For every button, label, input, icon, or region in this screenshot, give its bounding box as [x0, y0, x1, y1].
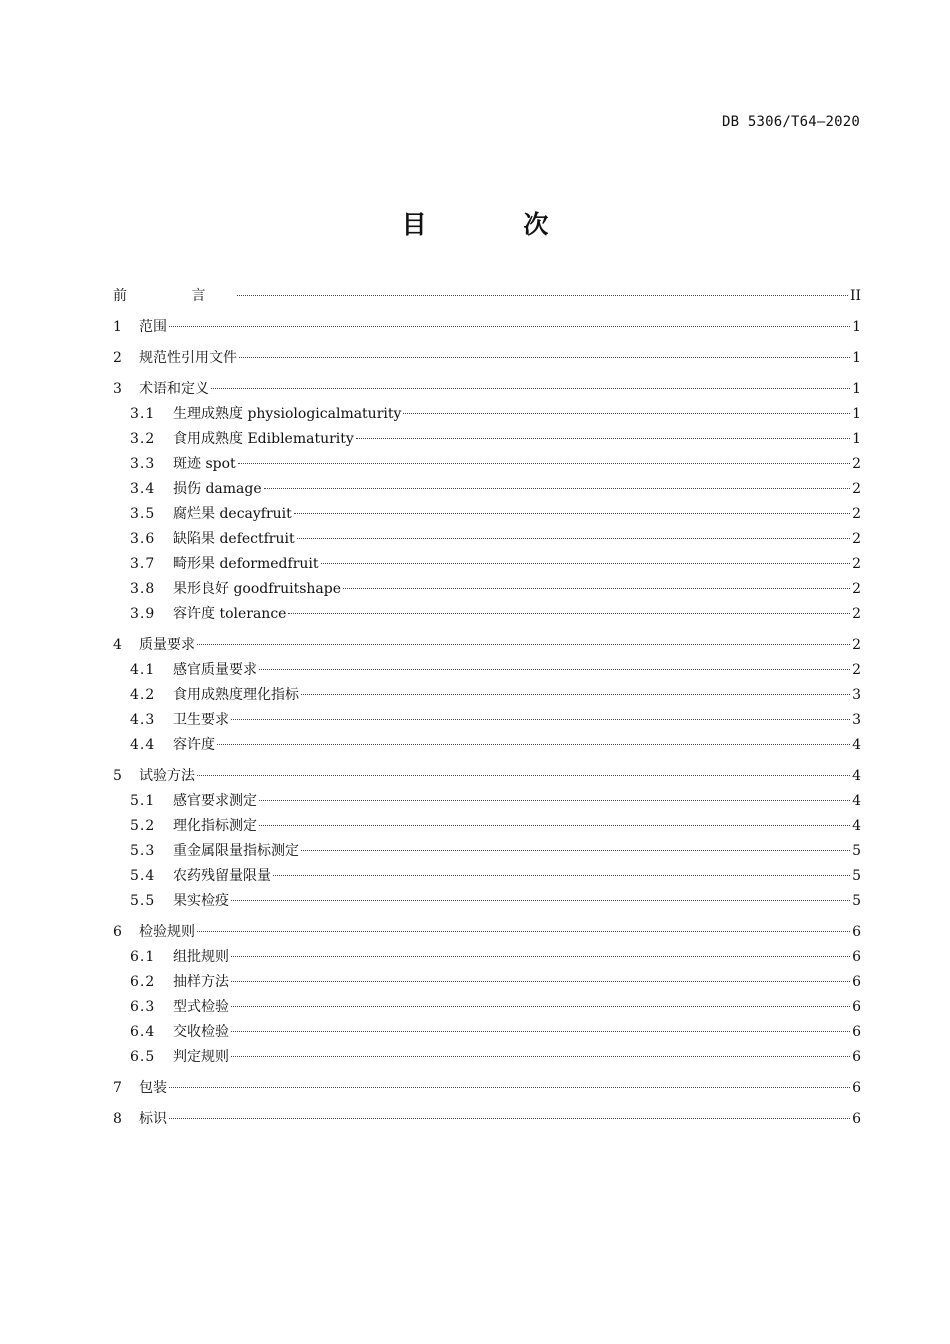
toc-entry-number: 3.5	[130, 506, 156, 522]
toc-entry[interactable]	[113, 346, 861, 371]
toc-entry[interactable]	[113, 1107, 861, 1132]
toc-leader-dots	[231, 1030, 850, 1032]
toc-entry-number: 6.4	[130, 1024, 156, 1040]
toc-entry-label: 型式检验	[173, 999, 229, 1015]
toc-entry-number: 3.4	[130, 481, 156, 497]
toc-entry-label: 生理成熟度 physiologicalmaturity	[173, 406, 402, 422]
toc-entry-page: 1	[852, 381, 861, 397]
toc-entry-number: 5.2	[130, 818, 156, 834]
toc-entry-number: 5.3	[130, 843, 156, 859]
toc-entry-label: 容许度	[173, 737, 215, 753]
toc-entry-label: 检验规则	[139, 924, 195, 940]
toc-entry-page: 3	[852, 712, 861, 728]
toc-entry-number: 6	[113, 924, 122, 940]
toc-entry[interactable]	[113, 789, 861, 814]
toc-leader-dots	[259, 824, 850, 826]
toc-entry-label: 果形良好 goodfruitshape	[173, 581, 342, 597]
toc-entry-number: 4.4	[130, 737, 156, 753]
toc-entry[interactable]	[113, 577, 861, 602]
toc-entry-label: 抽样方法	[173, 974, 229, 990]
toc-entry[interactable]	[113, 889, 861, 914]
toc-entry-number: 3.9	[130, 606, 156, 622]
toc-entry-page: 2	[852, 581, 861, 597]
toc-entry-label: 农药残留量限量	[173, 868, 271, 884]
toc-entry-number: 2	[113, 350, 122, 366]
document-code: DB 5306/T64—2020	[721, 114, 860, 130]
toc-leader-dots	[301, 693, 850, 695]
toc-entry[interactable]	[113, 683, 861, 708]
toc-entry-page: 2	[852, 637, 861, 653]
toc-entry-page: 6	[852, 1049, 861, 1065]
toc-leader-dots	[231, 1005, 850, 1007]
toc-entry[interactable]	[113, 1020, 861, 1045]
toc-leader-dots	[294, 512, 850, 514]
toc-leader-dots	[259, 799, 850, 801]
toc-entry-page: 2	[852, 606, 861, 622]
toc-leader-dots	[264, 487, 850, 489]
toc-entry-page: 5	[852, 868, 861, 884]
toc-entry[interactable]	[113, 602, 861, 627]
toc-entry-number: 3.3	[130, 456, 156, 472]
toc-entry[interactable]	[113, 527, 861, 552]
toc-leader-dots	[403, 412, 850, 414]
toc-entry-page: 1	[852, 431, 861, 447]
toc-entry-number: 4.3	[130, 712, 156, 728]
toc-leader-dots	[321, 562, 851, 564]
toc-leader-dots	[231, 899, 850, 901]
toc-entry-label: 判定规则	[173, 1049, 229, 1065]
toc-entry-number: 6.2	[130, 974, 156, 990]
toc-entry-page: 6	[852, 974, 861, 990]
toc-entry-number: 4.2	[130, 687, 156, 703]
toc-entry-label: 食用成熟度 Ediblematurity	[173, 431, 354, 447]
toc-entry[interactable]	[113, 427, 861, 452]
toc-entry-number: 3.6	[130, 531, 156, 547]
toc-entry[interactable]	[113, 814, 861, 839]
toc-entry[interactable]	[113, 764, 861, 789]
toc-leader-dots	[343, 587, 850, 589]
toc-entry-page: 4	[852, 818, 861, 834]
toc-entry-label: 包装	[139, 1080, 167, 1096]
toc-entry-number: 4.1	[130, 662, 156, 678]
toc-leader-dots	[237, 294, 847, 296]
toc-entry-number: 3.1	[130, 406, 156, 422]
toc-entry-page: 6	[852, 1024, 861, 1040]
toc-entry[interactable]	[113, 920, 861, 945]
toc-entry[interactable]	[113, 552, 861, 577]
toc-entry-label: 食用成熟度理化指标	[173, 687, 299, 703]
toc-entry-page: 2	[852, 556, 861, 572]
toc-entry[interactable]	[113, 633, 861, 658]
toc-entry[interactable]	[113, 733, 861, 758]
toc-entry-number: 5.5	[130, 893, 156, 909]
toc-entry[interactable]	[113, 864, 861, 889]
toc-leader-dots	[197, 774, 850, 776]
toc-leader-dots	[259, 668, 850, 670]
toc-leader-dots	[197, 643, 850, 645]
toc-entry-page: 6	[852, 999, 861, 1015]
toc-entry[interactable]	[113, 970, 861, 995]
toc-entry-number: 5	[113, 768, 122, 784]
toc-entry-number: 8	[113, 1111, 122, 1127]
toc-entry[interactable]	[113, 708, 861, 733]
toc-entry-label: 缺陷果 defectfruit	[173, 531, 295, 547]
toc-entry-number: 3.7	[130, 556, 156, 572]
toc-entry-label: 前 言	[113, 288, 236, 304]
toc-entry-number: 3.2	[130, 431, 156, 447]
toc-entry-page: 4	[852, 737, 861, 753]
toc-entry-label: 损伤 damage	[173, 481, 262, 497]
toc-entry-label: 腐烂果 decayfruit	[173, 506, 292, 522]
toc-leader-dots	[169, 1117, 850, 1119]
toc-entry[interactable]	[113, 315, 861, 340]
toc-entry-page: 4	[852, 793, 861, 809]
toc-entry-number: 4	[113, 637, 122, 653]
toc-entry[interactable]	[113, 477, 861, 502]
toc-entry[interactable]	[113, 995, 861, 1020]
toc-entry[interactable]	[113, 452, 861, 477]
toc-title: 目 次	[401, 210, 593, 239]
toc-entry-label: 卫生要求	[173, 712, 229, 728]
toc-entry-number: 1	[113, 319, 122, 335]
toc-leader-dots	[217, 743, 850, 745]
toc-entry[interactable]	[113, 377, 861, 402]
toc-entry[interactable]	[113, 658, 861, 683]
toc-entry[interactable]	[113, 839, 861, 864]
toc-entry-page: 2	[852, 531, 861, 547]
toc-leader-dots	[197, 930, 850, 932]
toc-leader-dots	[169, 325, 850, 327]
toc-entry-label: 交收检验	[173, 1024, 229, 1040]
toc-entry-label: 感官质量要求	[173, 662, 257, 678]
toc-entry-page: 2	[852, 481, 861, 497]
toc-entry-page: 6	[852, 1111, 861, 1127]
toc-entry-label: 标识	[139, 1111, 167, 1127]
toc-entry-label: 斑迹 spot	[173, 456, 236, 472]
toc-leader-dots	[238, 462, 850, 464]
toc-entry-label: 容许度 tolerance	[173, 606, 287, 622]
toc-entry-page: 6	[852, 924, 861, 940]
toc-leader-dots	[301, 849, 850, 851]
toc-entry[interactable]	[113, 945, 861, 970]
toc-leader-dots	[288, 612, 850, 614]
toc-entry-label: 组批规则	[173, 949, 229, 965]
toc-entry-page: 1	[852, 319, 861, 335]
toc-entry-page: 6	[852, 1080, 861, 1096]
toc-entry-number: 7	[113, 1080, 122, 1096]
toc-entry-number: 5.4	[130, 868, 156, 884]
toc-entry-page: II	[849, 288, 861, 304]
toc-entry-label: 理化指标测定	[173, 818, 257, 834]
toc-entry-page: 2	[852, 506, 861, 522]
toc-entry-page: 2	[852, 456, 861, 472]
toc-entry-page: 6	[852, 949, 861, 965]
toc-entry-label: 重金属限量指标测定	[173, 843, 299, 859]
toc-entry-number: 6.1	[130, 949, 156, 965]
toc-leader-dots	[231, 980, 850, 982]
toc-entry-number: 6.5	[130, 1049, 156, 1065]
toc-entry-page: 5	[852, 893, 861, 909]
toc-leader-dots	[211, 387, 850, 389]
toc-leader-dots	[356, 437, 850, 439]
toc-entry-page: 1	[852, 406, 861, 422]
toc-leader-dots	[273, 874, 850, 876]
toc-entry-label: 质量要求	[139, 637, 195, 653]
toc-entry-number: 3	[113, 381, 122, 397]
toc-entry[interactable]	[113, 1045, 861, 1070]
toc-entry-page: 3	[852, 687, 861, 703]
toc-leader-dots	[231, 955, 850, 957]
table-of-contents	[113, 284, 861, 1132]
toc-leader-dots	[239, 356, 850, 358]
toc-leader-dots	[231, 718, 850, 720]
toc-entry-number: 3.8	[130, 581, 156, 597]
toc-entry[interactable]	[113, 502, 861, 527]
toc-entry-label: 果实检疫	[173, 893, 229, 909]
toc-entry-number: 5.1	[130, 793, 156, 809]
toc-leader-dots	[297, 537, 850, 539]
toc-entry-label: 术语和定义	[139, 381, 209, 397]
toc-entry[interactable]	[113, 284, 861, 309]
toc-entry-label: 规范性引用文件	[139, 350, 237, 366]
toc-entry-page: 5	[852, 843, 861, 859]
toc-entry-label: 范围	[139, 319, 167, 335]
toc-entry[interactable]	[113, 402, 861, 427]
toc-entry-label: 试验方法	[139, 768, 195, 784]
toc-leader-dots	[169, 1086, 850, 1088]
toc-entry-page: 2	[852, 662, 861, 678]
toc-leader-dots	[231, 1055, 850, 1057]
toc-entry-number: 6.3	[130, 999, 156, 1015]
toc-entry-label: 感官要求测定	[173, 793, 257, 809]
toc-entry-label: 畸形果 deformedfruit	[173, 556, 319, 572]
toc-entry[interactable]	[113, 1076, 861, 1101]
toc-entry-page: 1	[852, 350, 861, 366]
toc-entry-page: 4	[852, 768, 861, 784]
